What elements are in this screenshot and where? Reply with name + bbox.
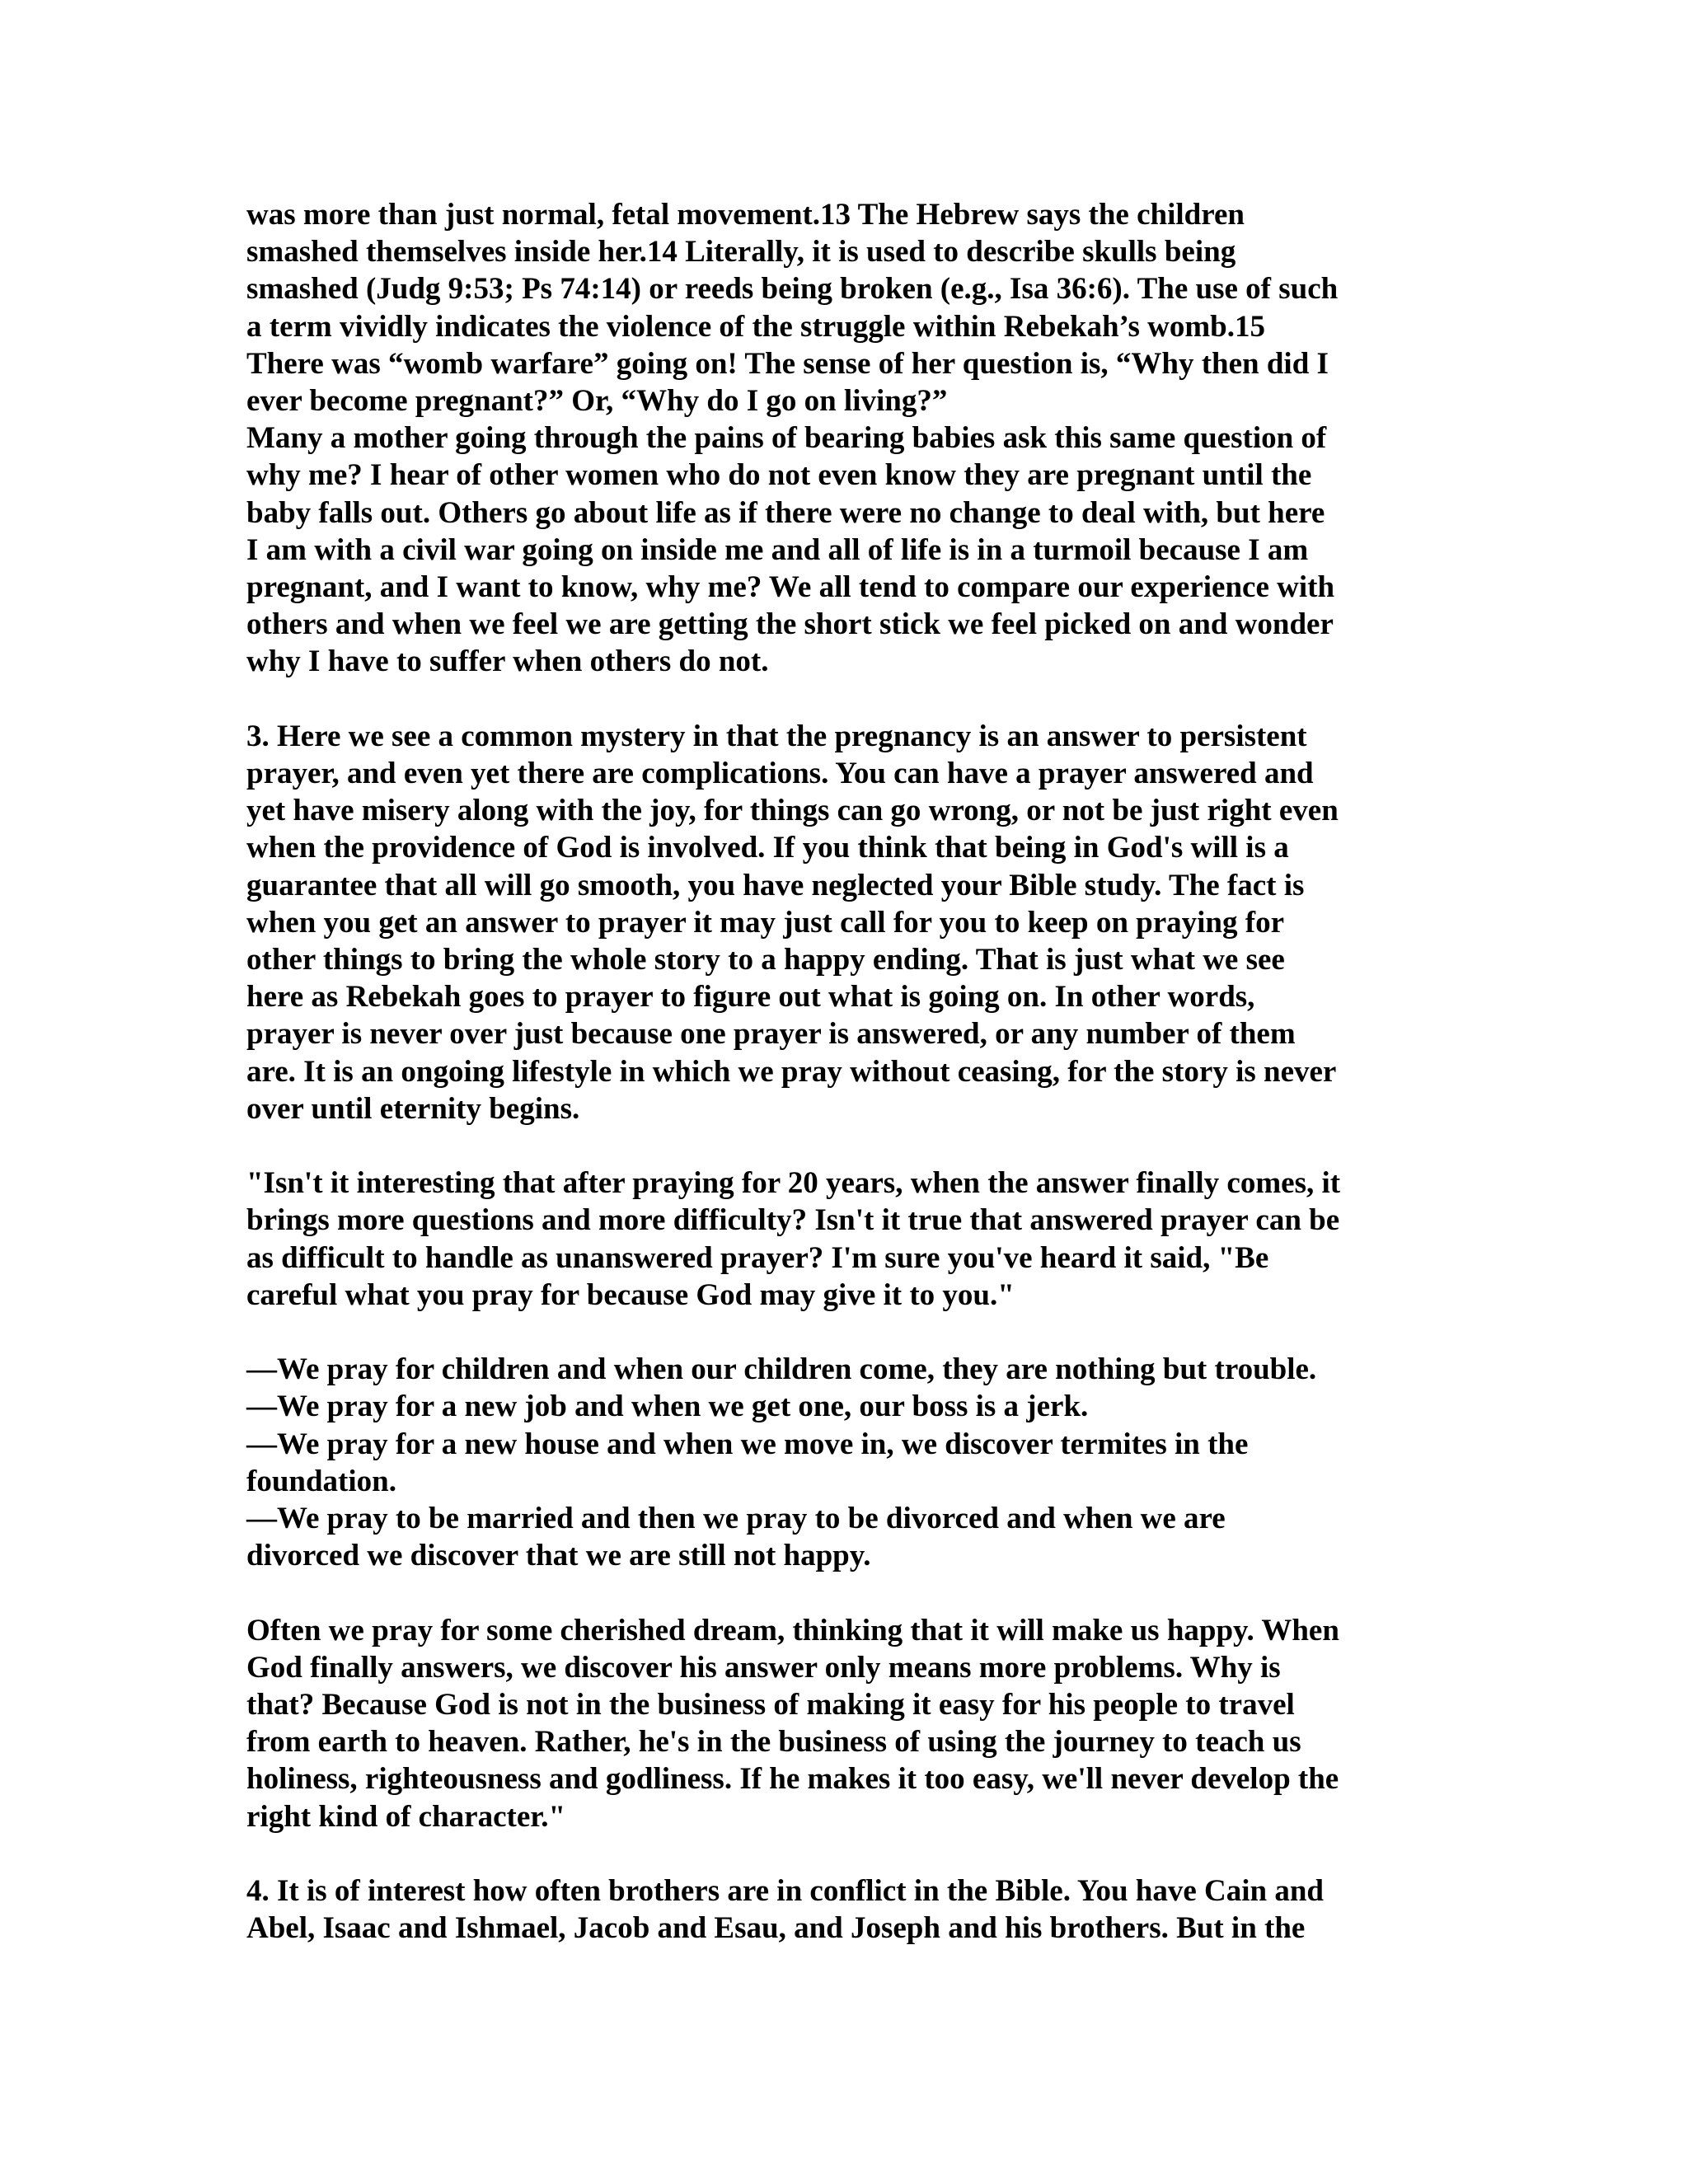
text-line: baby falls out. Others go about life as if there were no change to deal with, but here — [246, 495, 1325, 530]
paragraph-why-me — [246, 419, 1450, 680]
page-body-text — [246, 196, 1450, 1947]
text-line: Many a mother going through the pains of bearing babies ask this same question of — [246, 421, 1327, 456]
text-line: right kind of character." — [246, 1799, 566, 1834]
paragraph-dash-list — [246, 1351, 1450, 1574]
text-line: was more than just normal, fetal movement.13 The Hebrew says the children — [246, 198, 1245, 232]
text-line: a term vividly indicates the violence of the struggle within Rebekah’s womb.15 — [246, 309, 1265, 344]
paragraph-spacer — [246, 1314, 1450, 1351]
text-line: holiness, righteousness and godliness. If he makes it too easy, we'll never develop the — [246, 1762, 1339, 1797]
text-line: —We pray for children and when our children come, they are nothing but trouble. — [246, 1352, 1317, 1387]
text-line: careful what you pray for because God may give it to you." — [246, 1277, 1015, 1312]
text-line: prayer is never over just because one prayer is answered, or any number of them — [246, 1017, 1296, 1052]
text-line: why me? I hear of other women who do not even know they are pregnant until the — [246, 458, 1312, 493]
paragraph-spacer — [246, 1835, 1450, 1872]
text-line: over until eternity begins. — [246, 1091, 580, 1126]
text-line: from earth to heaven. Rather, he's in the business of using the journey to teach us — [246, 1725, 1301, 1760]
paragraph-point-3 — [246, 718, 1450, 1127]
text-line: smashed themselves inside her.14 Literally, it is used to describe skulls being — [246, 235, 1236, 269]
text-line: here as Rebekah goes to prayer to figure out what is going on. In other words, — [246, 980, 1255, 1015]
text-line: are. It is an ongoing lifestyle in which we pray without ceasing, for the story is never — [246, 1054, 1337, 1089]
text-line: God finally answers, we discover his answer only means more problems. Why is — [246, 1650, 1281, 1685]
text-line: why I have to suffer when others do not. — [246, 644, 769, 679]
text-line: when the providence of God is involved. If you think that being in God's will is a — [246, 831, 1289, 865]
text-line: as difficult to handle as unanswered prayer? I'm sure you've heard it said, "Be — [246, 1240, 1269, 1275]
paragraph-spacer — [246, 1574, 1450, 1611]
text-line: 4. It is of interest how often brothers are in conflict in the Bible. You have Cain and — [246, 1874, 1325, 1909]
paragraph-point-4 — [246, 1872, 1450, 1947]
text-line: when you get an answer to prayer it may just call for you to keep on praying for — [246, 905, 1284, 940]
text-line: prayer, and even yet there are complications. You can have a prayer answered and — [246, 757, 1314, 791]
text-line: pregnant, and I want to know, why me? We all tend to compare our experience with — [246, 570, 1335, 605]
text-line: smashed (Judg 9:53; Ps 74:14) or reeds being broken (e.g., Isa 36:6). The use of such — [246, 272, 1339, 307]
text-line: I am with a civil war going on inside me and all of life is in a turmoil because I am — [246, 532, 1309, 567]
text-line: Often we pray for some cherished dream, thinking that it will make us happy. When — [246, 1613, 1339, 1647]
text-line: —We pray for a new job and when we get one, our boss is a jerk. — [246, 1390, 1089, 1424]
text-line: "Isn't it interesting that after praying for 20 years, when the answer finally comes, it — [246, 1166, 1341, 1201]
text-line: ever become pregnant?” Or, “Why do I go on living?” — [246, 384, 948, 419]
text-line: There was “womb warfare” going on! The sense of her question is, “Why then did I — [246, 346, 1329, 381]
paragraph-cherished-dream — [246, 1612, 1450, 1835]
text-line: divorced we discover that we are still not happy. — [246, 1539, 871, 1573]
text-line: that? Because God is not in the business of making it easy for his people to travel — [246, 1688, 1295, 1722]
text-line: Abel, Isaac and Ishmael, Jacob and Esau, and Joseph and his brothers. But in the — [246, 1911, 1306, 1946]
text-line: —We pray for a new house and when we move in, we discover termites in the — [246, 1427, 1249, 1461]
paragraph-spacer — [246, 681, 1450, 718]
text-line: —We pray to be married and then we pray to be divorced and when we are — [246, 1502, 1226, 1536]
text-line: others and when we feel we are getting the short stick we feel picked on and wonder — [246, 607, 1334, 642]
paragraph-spacer — [246, 1127, 1450, 1165]
text-line: foundation. — [246, 1464, 396, 1498]
text-line: brings more questions and more difficulty? Isn't it true that answered prayer can be — [246, 1203, 1340, 1238]
text-line: 3. Here we see a common mystery in that the pregnancy is an answer to persistent — [246, 719, 1307, 753]
paragraph-womb-warfare — [246, 196, 1450, 419]
text-line: guarantee that all will go smooth, you have neglected your Bible study. The fact is — [246, 868, 1305, 902]
paragraph-quote-intro — [246, 1165, 1450, 1314]
text-line: yet have misery along with the joy, for things can go wrong, or not be just right even — [246, 794, 1339, 828]
text-line: other things to bring the whole story to a happy ending. That is just what we see — [246, 943, 1285, 977]
